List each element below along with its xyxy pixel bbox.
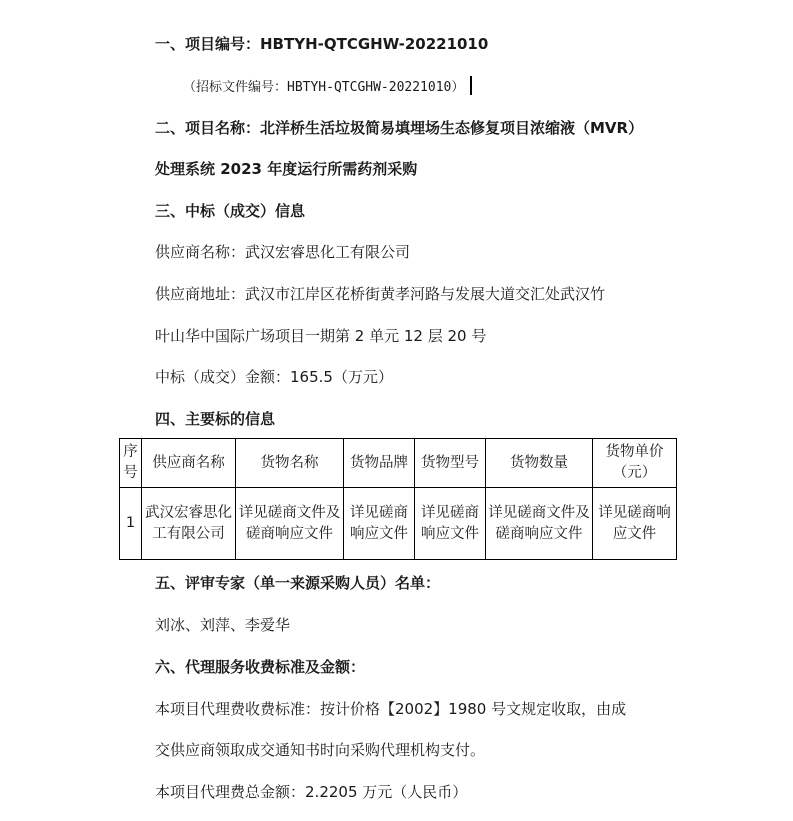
project-name-line1: 二、项目名称：北洋桥生活垃圾简易填埋场生态修复项目浓缩液（MVR） (155, 119, 644, 137)
cell-goods-name: 详见磋商文件及磋商响应文件 (236, 488, 344, 560)
main-item-heading: 四、主要标的信息 (155, 410, 276, 428)
bid-amount: 中标（成交）金额：165.5（万元） (155, 368, 393, 386)
tender-doc-number-text: （招标文件编号：HBTYH-QTCGHW-20221010） (183, 80, 465, 95)
fee-standard-line2: 交供应商领取成交通知书时向采购代理机构支付。 (155, 741, 486, 759)
header-goods-quantity: 货物数量 (486, 439, 593, 488)
cell-goods-brand: 详见磋商响应文件 (344, 488, 415, 560)
cell-index: 1 (120, 488, 142, 560)
cell-goods-quantity: 详见磋商文件及磋商响应文件 (486, 488, 593, 560)
fee-total: 本项目代理费总金额：2.2205 万元（人民币） (155, 783, 468, 801)
project-name-line2: 处理系统 2023 年度运行所需药剂采购 (155, 160, 418, 178)
header-goods-brand: 货物品牌 (344, 439, 415, 488)
text-cursor (470, 76, 472, 95)
project-number-text: 一、项目编号：HBTYH-QTCGHW-20221010 (155, 35, 489, 53)
supplier-address-line1: 供应商地址：武汉市江岸区花桥街黄孝河路与发展大道交汇处武汉竹 (155, 285, 606, 303)
header-goods-name: 货物名称 (236, 439, 344, 488)
cell-goods-model: 详见磋商响应文件 (415, 488, 486, 560)
cell-supplier-name: 武汉宏睿思化工有限公司 (142, 488, 236, 560)
header-supplier-name: 供应商名称 (142, 439, 236, 488)
table-row (120, 488, 677, 560)
table-header-row (120, 439, 677, 488)
expert-names: 刘冰、刘萍、李爱华 (155, 616, 291, 634)
agency-fee-heading: 六、代理服务收费标准及金额： (155, 658, 366, 676)
supplier-name: 供应商名称：武汉宏睿思化工有限公司 (155, 243, 411, 261)
header-goods-model: 货物型号 (415, 439, 486, 488)
fee-standard-line1: 本项目代理费收费标准：按计价格【2002】1980 号文规定收取，由成 (155, 700, 627, 718)
header-index: 序号 (120, 439, 142, 488)
expert-list-heading: 五、评审专家（单一来源采购人员）名单： (155, 574, 441, 592)
supplier-address-line2: 叶山华中国际广场项目一期第 2 单元 12 层 20 号 (155, 327, 487, 345)
tender-doc-number (183, 76, 472, 98)
cell-unit-price: 详见磋商响应文件 (593, 488, 677, 560)
header-unit-price: 货物单价（元） (593, 439, 677, 488)
project-number-heading (155, 34, 488, 54)
main-item-table (119, 438, 677, 560)
award-info-heading: 三、中标（成交）信息 (155, 202, 306, 220)
